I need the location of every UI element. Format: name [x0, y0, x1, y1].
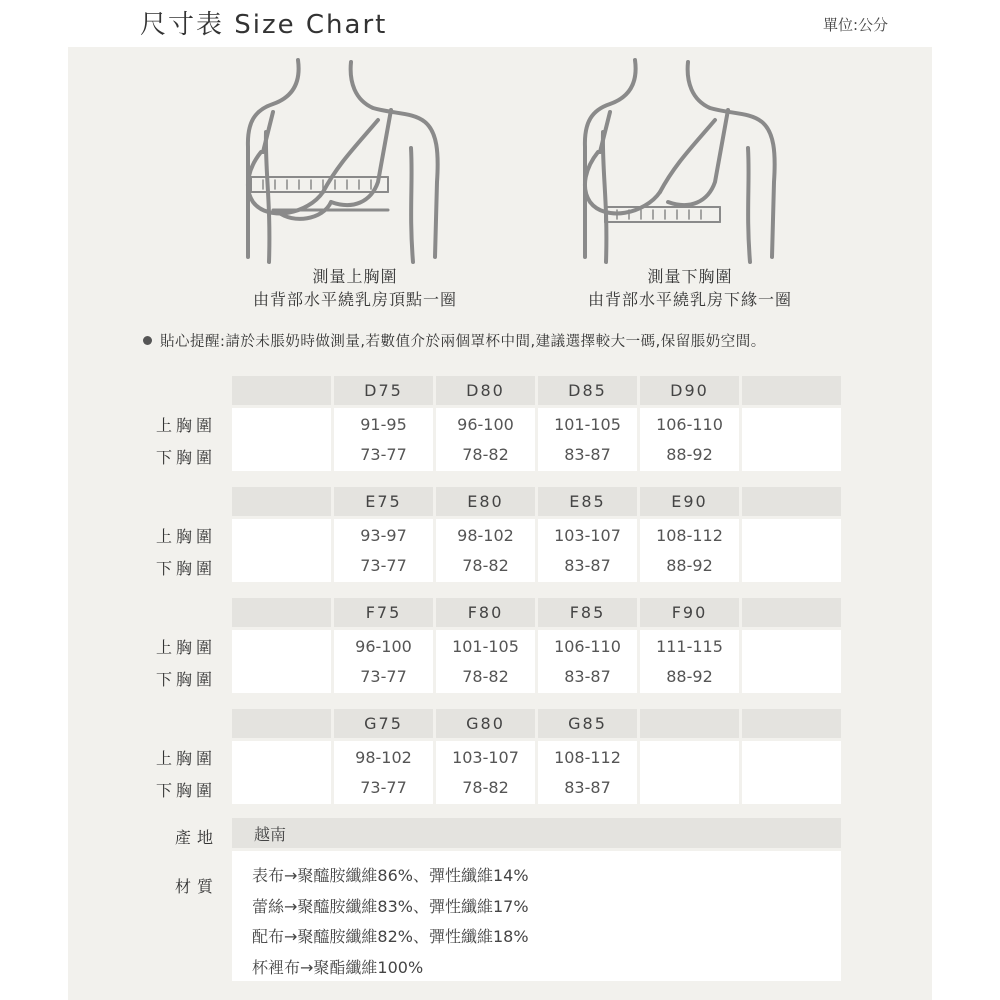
size-values-cell [742, 408, 841, 471]
size-values-cell [742, 519, 841, 582]
tip-text: 貼心提醒:請於未脹奶時做測量,若數值介於兩個罩杯中間,建議選擇較大一碼,保留脹奶空間。 [160, 334, 766, 350]
upper-bust-value: 111-115 [656, 637, 723, 657]
size-values-cell [742, 741, 841, 804]
size-values-cell [640, 408, 739, 471]
measurement-tip [143, 330, 766, 351]
row-label-under-bust: 下胸圍 [156, 559, 217, 578]
table-cell-blank [232, 408, 331, 471]
upper-bust-value: 108-112 [656, 526, 723, 546]
size-values-cell [334, 408, 433, 471]
upper-bust-caption-desc: 由背部水平繞乳房頂點一圈 [252, 290, 457, 309]
unit-label: 單位:公分 [822, 16, 888, 34]
upper-bust-value: 101-105 [452, 637, 519, 657]
size-header: G85 [538, 709, 637, 738]
size-header [742, 709, 841, 738]
size-values-cell [334, 630, 433, 693]
size-values-cell [538, 630, 637, 693]
table-header-blank [232, 709, 331, 738]
under-bust-value: 83-87 [564, 555, 611, 575]
row-label-under-bust: 下胸圍 [156, 448, 217, 467]
size-values-cell [742, 630, 841, 693]
size-header: E80 [436, 487, 535, 516]
upper-bust-caption [205, 265, 505, 311]
upper-bust-value: 106-110 [656, 415, 723, 435]
size-header: G80 [436, 709, 535, 738]
upper-bust-value: 91-95 [360, 415, 407, 435]
upper-bust-value: 98-102 [355, 748, 412, 768]
size-header: F90 [640, 598, 739, 627]
under-bust-value: 83-87 [564, 777, 611, 797]
size-values-cell [538, 408, 637, 471]
under-bust-value: 88-92 [666, 444, 713, 464]
row-label-upper-bust: 上胸圍 [156, 527, 217, 546]
size-values-cell [640, 630, 739, 693]
size-header [640, 709, 739, 738]
size-values-cell [436, 408, 535, 471]
material-list [232, 851, 841, 981]
under-bust-caption-title: 測量下胸圍 [647, 267, 733, 286]
size-values-cell [640, 741, 739, 804]
size-header [742, 376, 841, 405]
table-header-blank [232, 376, 331, 405]
under-bust-value: 73-77 [360, 666, 407, 686]
under-bust-value: 78-82 [462, 777, 509, 797]
under-bust-value: 83-87 [564, 666, 611, 686]
under-bust-value: 78-82 [462, 444, 509, 464]
material-label: 材質 [175, 877, 220, 896]
size-header: G75 [334, 709, 433, 738]
under-bust-caption [540, 265, 840, 311]
row-label-upper-bust: 上胸圍 [156, 749, 217, 768]
size-header: E75 [334, 487, 433, 516]
bullet-icon [143, 336, 152, 345]
table-header-blank [232, 487, 331, 516]
under-bust-value: 73-77 [360, 444, 407, 464]
size-values-cell [436, 741, 535, 804]
size-header [742, 598, 841, 627]
under-bust-value: 73-77 [360, 777, 407, 797]
size-values-cell [436, 519, 535, 582]
row-label-under-bust: 下胸圍 [156, 781, 217, 800]
under-bust-value: 78-82 [462, 666, 509, 686]
size-values-cell [436, 630, 535, 693]
size-header: E85 [538, 487, 637, 516]
table-cell-blank [232, 519, 331, 582]
size-values-cell [538, 741, 637, 804]
upper-bust-value: 96-100 [457, 415, 514, 435]
size-header: D75 [334, 376, 433, 405]
size-values-cell [538, 519, 637, 582]
upper-bust-value: 101-105 [554, 415, 621, 435]
upper-bust-value: 103-107 [452, 748, 519, 768]
origin-label: 產地 [175, 828, 220, 847]
material-line: 配布→聚醯胺纖維82%、彈性纖維18% [252, 927, 529, 946]
table-cell-blank [232, 630, 331, 693]
under-bust-value: 78-82 [462, 555, 509, 575]
size-header: E90 [640, 487, 739, 516]
upper-bust-value: 93-97 [360, 526, 407, 546]
size-header: D80 [436, 376, 535, 405]
table-cell-blank [232, 741, 331, 804]
size-header: D85 [538, 376, 637, 405]
size-values-cell [334, 519, 433, 582]
row-label-upper-bust: 上胸圍 [156, 416, 217, 435]
under-bust-value: 88-92 [666, 555, 713, 575]
under-bust-value: 88-92 [666, 666, 713, 686]
size-header [742, 487, 841, 516]
origin-value: 越南 [232, 818, 841, 848]
upper-bust-value: 103-107 [554, 526, 621, 546]
material-line: 表布→聚醯胺纖維86%、彈性纖維14% [252, 866, 529, 885]
size-header: D90 [640, 376, 739, 405]
under-bust-value: 73-77 [360, 555, 407, 575]
material-line: 杯裡布→聚酯纖維100% [252, 957, 424, 977]
upper-bust-value: 108-112 [554, 748, 621, 768]
row-label-under-bust: 下胸圍 [156, 670, 217, 689]
size-values-cell [640, 519, 739, 582]
upper-bust-value: 98-102 [457, 526, 514, 546]
size-header: F75 [334, 598, 433, 627]
row-label-upper-bust: 上胸圍 [156, 638, 217, 657]
upper-bust-value: 106-110 [554, 637, 621, 657]
size-header: F80 [436, 598, 535, 627]
table-header-blank [232, 598, 331, 627]
upper-bust-caption-title: 測量上胸圍 [312, 267, 398, 286]
size-values-cell [334, 741, 433, 804]
size-chart-panel [68, 47, 932, 1000]
size-header: F85 [538, 598, 637, 627]
under-bust-value: 83-87 [564, 444, 611, 464]
material-line: 蕾絲→聚醯胺纖維83%、彈性纖維17% [252, 896, 529, 916]
upper-bust-value: 96-100 [355, 637, 412, 657]
page-title: 尺寸表 Size Chart [140, 10, 388, 40]
under-bust-caption-desc: 由背部水平繞乳房下緣一圈 [587, 290, 792, 309]
